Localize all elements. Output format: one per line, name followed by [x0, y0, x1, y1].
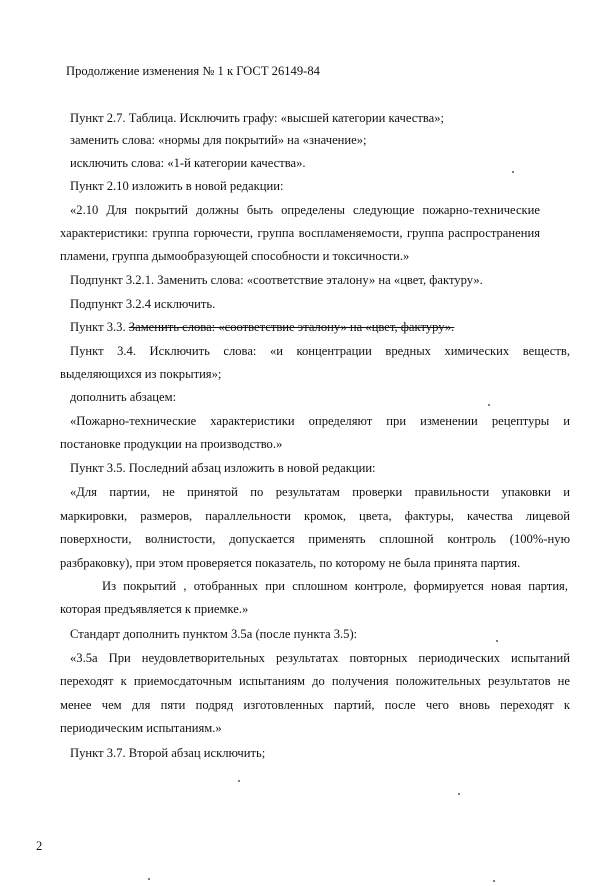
item-3-4-line-4: «Пожарно-технические характеристики определяют при изменении рецептуры и — [70, 414, 570, 428]
item-3-3 — [70, 319, 454, 336]
item-3-5-intro: Пункт 3.5. Последний абзац изложить в новой редакции: — [70, 461, 376, 475]
item-2-7-line-2: заменить слова: «нормы для покрытий» на «значение»; — [70, 133, 367, 147]
item-3-2-4: Подпункт 3.2.4 исключить. — [70, 297, 216, 311]
item-3-5a-intro: Стандарт дополнить пунктом 3.5а (после пункта 3.5): — [70, 627, 358, 641]
scan-speck — [458, 793, 460, 795]
item-3-3-struck-text: Заменить слова: «соответствие эталону» на «цвет, фактуру». — [128, 320, 455, 334]
scan-speck — [496, 640, 498, 642]
item-3-5a-line-1: «3.5а При неудовлетворительных результатах повторных периодических испытаний — [70, 651, 570, 665]
item-2-7-line-3: исключить слова: «1-й категории качества». — [70, 156, 306, 170]
item-3-5a-line-3: менее чем для пяти подряд изготовленных партий, после чего вновь переходят к — [60, 698, 570, 712]
item-3-4-line-5: постановке продукции на производство.» — [60, 437, 283, 451]
scan-speck — [488, 404, 490, 406]
item-3-5-line-3: поверхности, волнистости, допускается применять сплошной контроль (100%-ную — [60, 532, 570, 546]
page-number: 2 — [36, 839, 43, 853]
item-3-5-line-2: маркировки, размеров, параллельности кромок, цвета, фактуры, качества лицевой — [60, 509, 570, 523]
item-2-10-quote-line-2: характеристики: группа горючести, группа воспламеняемости, группа распространения — [60, 226, 540, 240]
item-3-5a-line-2: переходят к приемосдаточным испытаниям до получения положительных результатов не — [60, 674, 570, 688]
item-3-7: Пункт 3.7. Второй абзац исключить; — [70, 746, 266, 760]
item-3-5-line-5: Из покрытий , отобранных при сплошном контроле, формируется новая партия, — [102, 579, 568, 593]
item-3-2-1: Подпункт 3.2.1. Заменить слова: «соответствие эталону» на «цвет, фактуру». — [70, 273, 483, 287]
item-3-4-line-3: дополнить абзацем: — [70, 390, 177, 404]
item-2-10-quote-line-3: пламени, группа дымообразующей способности и токсичности.» — [60, 249, 410, 263]
item-3-5a-line-4: периодическим испытаниям.» — [60, 721, 222, 735]
page-header: Продолжение изменения № 1 к ГОСТ 26149-84 — [66, 64, 320, 78]
item-3-5-line-6: которая предъявляется к приемке.» — [60, 602, 249, 616]
scan-speck — [512, 171, 514, 173]
item-2-7-line-1: Пункт 2.7. Таблица. Исключить графу: «высшей категории качества»; — [70, 111, 444, 125]
scan-speck — [238, 780, 240, 782]
item-2-10-intro: Пункт 2.10 изложить в новой редакции: — [70, 179, 284, 193]
item-2-10-quote-line-1: «2.10 Для покрытий должны быть определены следующие пожарно-технические — [70, 203, 540, 217]
scan-speck — [148, 878, 150, 880]
scan-speck — [493, 880, 495, 882]
item-3-5-line-4: разбраковку), при этом проверяется показатель, по которому не была принята партия. — [60, 556, 521, 570]
item-3-5-line-1: «Для партии, не принятой по результатам проверки правильности упаковки и — [70, 485, 570, 499]
item-3-3-prefix: Пункт 3.3. — [70, 320, 126, 334]
item-3-4-line-2: выделяющихся из покрытия»; — [60, 367, 222, 381]
item-3-4-line-1: Пункт 3.4. Исключить слова: «и концентрации вредных химических веществ, — [70, 344, 570, 358]
